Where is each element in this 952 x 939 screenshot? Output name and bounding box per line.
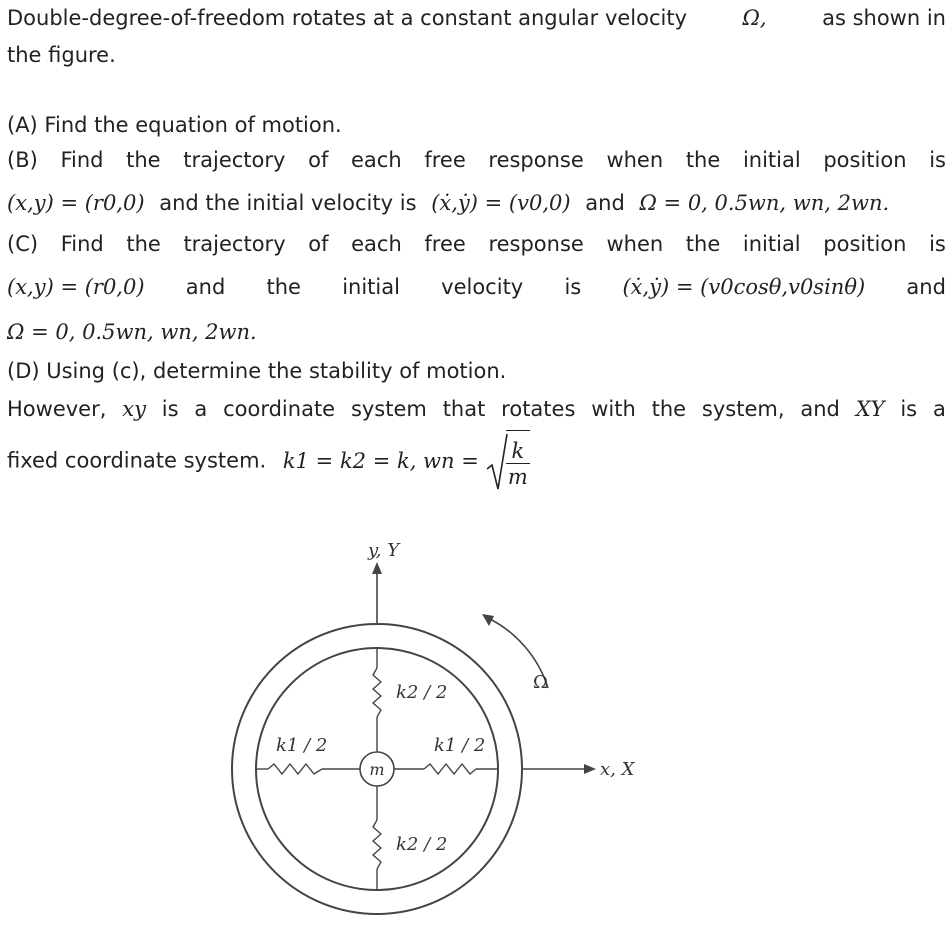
intro-text-a: Double-degree-of-freedom rotates at a constant angular velocity (7, 6, 688, 30)
fraction (506, 439, 531, 490)
word: response (488, 148, 584, 172)
spring-bottom (373, 820, 381, 869)
word: with (591, 397, 636, 421)
word: trajectory (183, 148, 286, 172)
k1-left-label: k1 / 2 (276, 735, 328, 756)
sqrt-radical-icon (486, 433, 508, 491)
word: coordinate (223, 397, 336, 421)
word: is (900, 397, 918, 421)
part-c-line-1 (7, 230, 946, 258)
text: and (585, 191, 625, 215)
word: However, (7, 397, 107, 421)
part-b-line-2 (7, 189, 946, 217)
word: xy (122, 397, 146, 421)
word: XY (855, 397, 885, 421)
word: free (424, 148, 466, 172)
word: that (442, 397, 486, 421)
word: each (351, 148, 402, 172)
k2-top-label: k2 / 2 (396, 682, 448, 703)
word: system, (701, 397, 785, 421)
word: the (685, 232, 721, 256)
word: each (351, 232, 402, 256)
text: fixed coordinate system. (7, 448, 267, 473)
omega-values: Ω = 0, 0.5wn, wn, 2wn. (639, 191, 890, 215)
word: and (185, 275, 226, 299)
mass-label: m (369, 760, 385, 779)
word: of (308, 148, 329, 172)
word: the (266, 275, 301, 299)
word: the (126, 148, 161, 172)
initial-velocity-eq: (ẋ,ẏ) = (v0,0) (431, 191, 571, 215)
x-axis-arrowhead (584, 764, 596, 774)
intro-line-2: the figure. (7, 43, 116, 67)
spring-left (268, 764, 322, 774)
k2-bottom-label: k2 / 2 (396, 834, 448, 855)
word: trajectory (183, 232, 286, 256)
k1-right-label: k1 / 2 (434, 735, 486, 756)
word: position (823, 232, 907, 256)
note-line-1 (7, 395, 946, 423)
word: a (932, 397, 946, 421)
word: when (606, 232, 664, 256)
note-line-2 (7, 430, 946, 493)
word: is (564, 275, 582, 299)
y-axis-arrowhead (372, 562, 382, 574)
word: is (161, 397, 179, 421)
initial-position-eq: (x,y) = (r0,0) (7, 275, 145, 299)
x-axis-label: x, X (600, 759, 635, 780)
rotating-system-diagram (0, 520, 952, 939)
word: free (424, 232, 466, 256)
omega-values: Ω = 0, 0.5wn, wn, 2wn. (7, 320, 257, 344)
word: Find (60, 232, 104, 256)
text: and the initial velocity is (159, 191, 417, 215)
part-b-line-1 (7, 146, 946, 174)
word: when (606, 148, 664, 172)
part-a: (A) Find the equation of motion. (7, 113, 342, 137)
y-axis-label: y, Y (368, 540, 400, 561)
word: the (651, 397, 687, 421)
word: initial (342, 275, 400, 299)
word: Find (60, 148, 104, 172)
intro-line-1 (7, 4, 946, 32)
word: (B) (7, 148, 38, 172)
spring-right (424, 764, 476, 774)
spring-top (373, 668, 381, 717)
word: and (800, 397, 840, 421)
word: initial (742, 148, 801, 172)
part-c-line-2 (7, 273, 946, 301)
word: rotates (501, 397, 576, 421)
omega-label: Ω (533, 672, 548, 693)
part-c-line-3 (7, 318, 946, 346)
fraction-numerator: k (506, 439, 531, 464)
word: the (685, 148, 721, 172)
initial-position-eq: (x,y) = (r0,0) (7, 191, 145, 215)
word: system (350, 397, 427, 421)
word: position (823, 148, 907, 172)
word: velocity (441, 275, 524, 299)
intro-text-b: as shown in (822, 6, 946, 30)
initial-velocity-eq: (ẋ,ẏ) = (v0cosθ,v0sinθ) (622, 275, 866, 299)
word: response (488, 232, 584, 256)
word: initial (742, 232, 801, 256)
word: and (906, 275, 946, 299)
word: a (194, 397, 208, 421)
word: is (929, 232, 946, 256)
word: of (308, 232, 329, 256)
fraction-denominator: m (507, 464, 528, 489)
part-d: (D) Using (c), determine the stability of motion. (7, 359, 507, 383)
stiffness-eq: k1 = k2 = k, wn = (282, 448, 479, 473)
word: the (126, 232, 161, 256)
sqrt (486, 430, 531, 493)
word: is (929, 148, 946, 172)
word: (C) (7, 232, 39, 256)
omega-symbol: Ω, (742, 6, 767, 30)
